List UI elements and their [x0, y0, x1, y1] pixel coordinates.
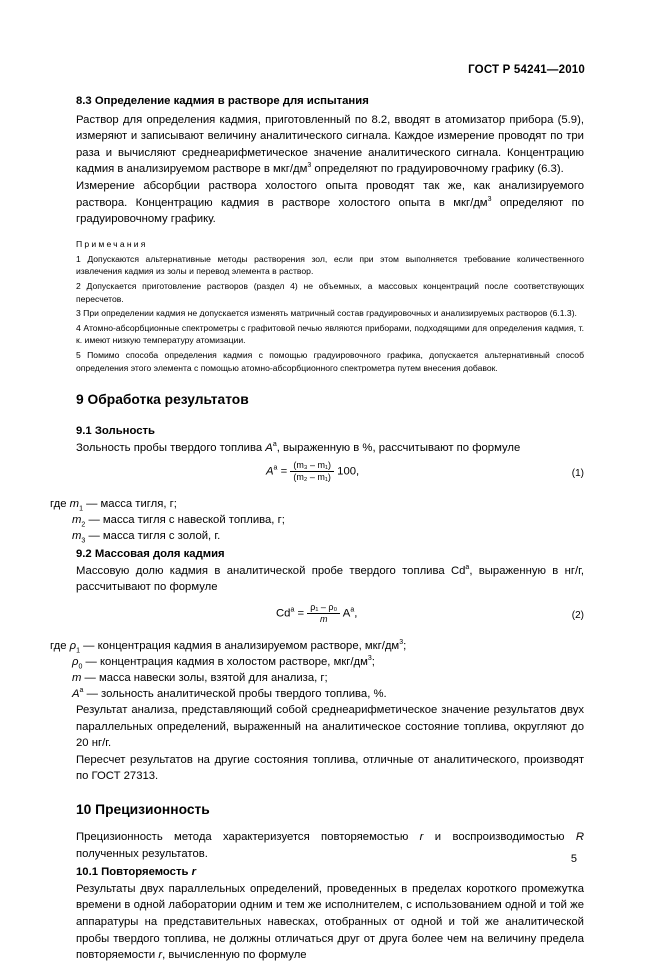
formula-tail: 100, [337, 465, 360, 478]
note-item: 2 Допускается приготовление растворов (раздел 4) не объемных, а массовых концентраций после соответствующих пересчетов. [76, 280, 584, 304]
superscript: a [273, 465, 278, 472]
note-item: 4 Атомно-абсорбционные спектрометры с графитовой печью являются приборами, подходящими для определения кадмия, т. к. имеют низкую температуру атомизации. [76, 322, 584, 346]
section-9-2-heading: 9.2 Массовая доля кадмия [76, 548, 225, 561]
formula-tail: , [354, 607, 358, 620]
section-9-2-intro [76, 563, 584, 596]
superscript: 3 [307, 162, 312, 170]
formula-2-number: (2) [571, 610, 584, 622]
note-item: 5 Помимо способа определения кадмия с помощью градуировочного графика, допускается альтернативный способ определения этого элемента с помощью атомно-абсорбционного спектрометра путем внесения добавок. [76, 349, 584, 373]
paragraph-text: , выраженную в нг/г, рассчитывают по формуле [76, 564, 585, 594]
section-9-2-paragraph-2: Пересчет результатов на другие состояния топлива, отличные от аналитического, производят по ГОСТ 27313. [76, 753, 584, 783]
paragraph-text: Раствор для определения кадмия, приготовленный по 8.2, вводят в атомизатор прибора (5.9), измеряют и записывают величину аналитического сигнала. Каждое измерение проводят по три раза и вычисляют среднеарифметическое значение аналитического сигнала. Концентрацию кадмия в анализируемом растворе в мкг/дм [76, 113, 584, 176]
section-10-1-heading: 10.1 Повторяемость r [76, 866, 196, 879]
superscript: 3 [487, 195, 492, 203]
legend-item: $A^a$ — зольность аналитической пробы твердого топлива, %. [72, 687, 387, 701]
formula-tail: A [342, 607, 351, 620]
formula-operator: = [277, 465, 291, 478]
page-number: 5 [570, 853, 577, 865]
legend-item: $m_2$ — масса тигля с навеской топлива, г; [72, 514, 285, 529]
formula-variable: Cd [276, 607, 291, 620]
section-10-heading: 10 Прецизионность [76, 802, 210, 818]
formula-operator: = [294, 607, 308, 620]
standard-header: ГОСТ Р 54241—2010 [468, 64, 585, 76]
section-8-3-paragraph-1 [76, 112, 584, 178]
formula-fraction [290, 460, 334, 483]
formula-1-number: (1) [571, 468, 584, 480]
superscript: a [465, 564, 470, 572]
legend-item: $m_3$ — масса тигля с золой, г. [72, 530, 221, 545]
superscript: a [350, 606, 355, 614]
section-9-heading: 9 Обработка результатов [76, 392, 249, 408]
paragraph-text: , выраженную в %, рассчитывают по формуле [276, 441, 521, 454]
paragraph-text: Измерение абсорбции раствора холостого опыта проводят так же, как анализируемого раствора. Концентрацию кадмия в растворе холостого опыта в мкг/дм [76, 179, 584, 209]
legend-item: где $\rho_1$ — концентрация кадмия в анализируемом растворе, мкг/$дм^3$; [50, 639, 407, 655]
fraction-numerator: ρ₁ – ρ₀ [307, 602, 340, 614]
section-8-3-paragraph-2 [76, 178, 584, 228]
legend-item: $\rho_0$ — концентрация кадмия в холостом растворе, мкг/$дм^3$; [72, 655, 375, 671]
section-10-1-paragraph: Результаты двух параллельных определений, проведенных в пределах короткого промежутка времени в одной лаборатории одним и тем же исполнителем, с использованием одной и той же аппаратуры на представительных навесках, отобранных от одной и той же аналитической пробы твердого топлива, не должны отличаться друг от друга более чем на величину предела повторяемости r, вычисленную по формуле [76, 882, 584, 962]
fraction-numerator: (m₃ – m₁) [290, 460, 334, 472]
formula-2 [76, 602, 584, 634]
formula-2-body [276, 602, 357, 625]
section-9-1-heading: 9.1 Зольность [76, 425, 155, 438]
note-item: 1 Допускаются альтернативные методы растворения зол, если при этом выполняется требование количественного извлечения кадмия из золы и перевод элемента в раствор. [76, 253, 584, 277]
superscript: a [290, 606, 295, 614]
variable: A [265, 441, 273, 454]
formula-1-legend [50, 496, 584, 544]
formula-2-legend [50, 638, 584, 702]
fraction-denominator: m [320, 614, 328, 625]
paragraph-text: определяют по градуировочному графику (6.3). [311, 163, 564, 176]
notes-title: Примечания [76, 238, 148, 249]
formula-1-body [266, 460, 359, 483]
section-8-3-heading: 8.3 Определение кадмия в растворе для испытания [76, 95, 369, 107]
legend-item: m — масса навески золы, взятой для анализа, г; [72, 672, 328, 685]
note-item: 3 При определении кадмия не допускается изменять матричный состав градуировочных и анализируемых растворов (6.1.3). [76, 308, 577, 319]
formula-fraction [307, 602, 340, 625]
paragraph-text: определяют по градуировочному графику. [76, 196, 584, 226]
formula-1 [76, 460, 584, 492]
paragraph-text: Массовую долю кадмия в аналитической пробе твердого топлива Cd [76, 564, 466, 577]
section-9-1-intro [76, 440, 584, 457]
superscript: a [272, 440, 277, 448]
page-content [50, 93, 585, 964]
section-10-paragraph-1: Прецизионность метода характеризуется повторяемостью r и воспроизводимостью R полученных результатов. [76, 831, 584, 860]
formula-variable: A [266, 465, 274, 478]
fraction-denominator: (m₂ – m₁) [293, 472, 331, 483]
paragraph-text: Зольность пробы твердого топлива [76, 441, 266, 454]
section-9-2-paragraph-1: Результат анализа, представляющий собой среднеарифметическое значение результатов двух параллельных определений, выраженный на аналитическое состояние топлива, округляют до 20 нг/г. [76, 704, 584, 750]
legend-item: где $m_1$ — масса тигля, г; [50, 498, 177, 513]
